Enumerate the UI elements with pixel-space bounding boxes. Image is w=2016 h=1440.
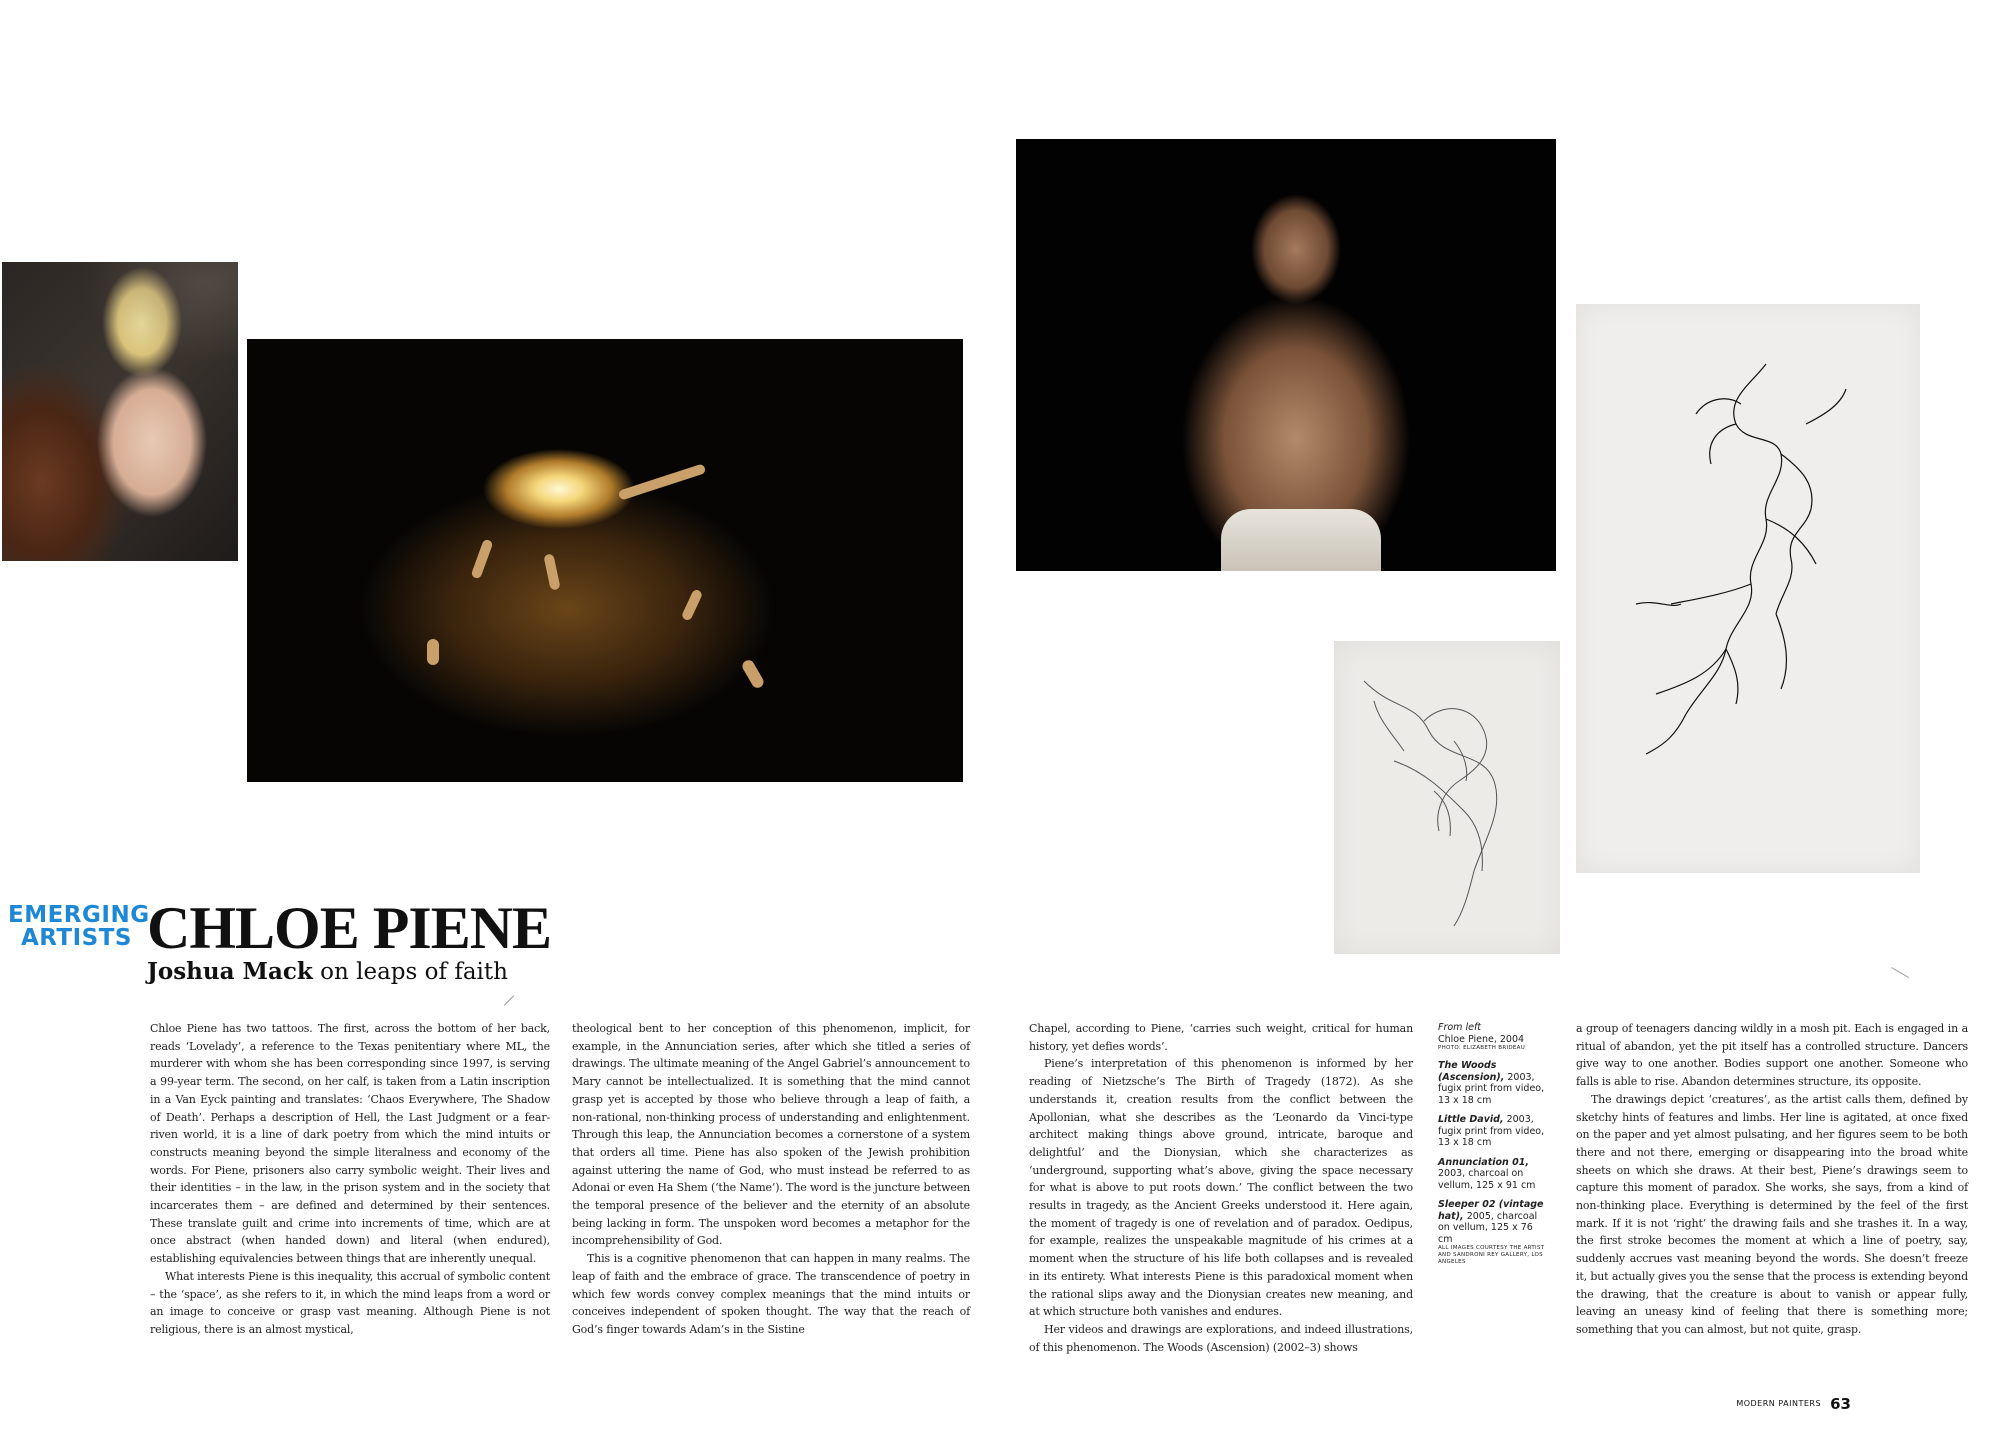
caption-title: Sleeper 02 (vintage hat), (1438, 1199, 1544, 1222)
charcoal-drawing-sleeper (1576, 304, 1920, 873)
text-column-3 (1029, 1020, 1413, 1356)
photo-arm (740, 658, 765, 690)
decorative-tick (1891, 967, 1909, 978)
photo-shirtless-boy (1016, 139, 1556, 571)
caption-lead: From left (1438, 1022, 1482, 1033)
caption-credit: PHOTO: ELIZABETH BRIDEAU (1438, 1045, 1526, 1051)
photo-arm (681, 588, 704, 621)
photo-arm (618, 463, 707, 500)
caption (1438, 1060, 1548, 1106)
paragraph: theological bent to her conception of this phenomenon, implicit, for example, in the Annunciation series, after which she titled a series of drawings. The ultimate meaning of the Angel Gabriel’s announcement to Mary cannot be intellectualized. It is something that the mind cannot grasp yet is accepted by those who believe through a leap of faith, a non-rational, non-thinking process of understanding and enlightenment. Through this leap, the Annunciation becomes a cornerstone of a system that orders all time. Piene has also spoken of the Jewish prohibition against uttering the name of God, who must instead be referred to as Adonai or even Ha Shem (‘the Name’). The word is the juncture between the temporal presence of the believer and the eternity of an absolute being lacking in form. The unspoken word becomes a metaphor for the incomprehensibility of God. (572, 1022, 970, 1248)
article-subhead (147, 957, 508, 987)
photo-arm (543, 553, 560, 590)
charcoal-drawing-annunciation (1334, 641, 1560, 954)
drawing-lines (1576, 304, 1920, 873)
paragraph: What interests Piene is this inequality, this accrual of symbolic content – the ‘space’, as she refers to it, in which the mind leaps from a word or an image to conceive or grasp vast meaning. Although Piene is not religious, there is an almost mystical, (150, 1269, 550, 1336)
decorative-tick (504, 995, 515, 1006)
caption (1438, 1157, 1548, 1192)
caption-credit: ALL IMAGES COURTESY THE ARTIST AND SANDRONI REY GALLERY, LOS ANGELES (1438, 1245, 1545, 1265)
caption-text: 2003, charcoal on vellum, 125 x 91 cm (1438, 1168, 1536, 1191)
caption (1438, 1114, 1548, 1149)
paragraph: Her videos and drawings are explorations, and indeed illustrations, of this phenomenon. The Woods (Ascension) (2002–3) shows (1029, 1322, 1413, 1354)
caption (1438, 1199, 1548, 1266)
photo-cloth (1221, 509, 1381, 571)
paragraph: The drawings depict ‘creatures’, as the artist calls them, defined by sketchy hints of features and limbs. Her line is agitated, at once fixed on the paper and yet almost pulsating, and her figures seem to be both there and not there, emerging or disappearing into the broad white sheets on which she draws. At their best, Piene’s drawings seem to capture this moment of paradox. She works, she says, from a kind of non-thinking place. Everything is determined by the feel of the first mark. If it is not ‘right’ the drawing fails and she trashes it. In a way, the first stroke becomes the moment at which a line of poetry, say, suddenly accrues vast meaning beyond the words. She doesn’t freeze it, but actually gives you the sense that the process is extending beyond the drawing, that the creature is about to vanish or appear fully, leaving an uneasy kind of feeling that there is something more; something that you can almost, but not quite, grasp. (1576, 1092, 1968, 1336)
caption-text: 2005, charcoal on vellum, 125 x 76 cm (1438, 1210, 1538, 1245)
paragraph: Chapel, according to Piene, ‘carries such weight, critical for human history, yet defies words’. (1029, 1022, 1413, 1053)
paragraph: This is a cognitive phenomenon that can happen in many realms. The leap of faith and the embrace of grace. The transcendence of poetry in which few words convey complex meanings that the mind intuits or conceives independent of spoken thought. The way that the reach of God’s finger towards Adam’s in the Sistine (572, 1252, 970, 1336)
caption-title: Little David, (1438, 1114, 1504, 1125)
text-column-1 (150, 1020, 550, 1339)
magazine-name: MODERN PAINTERS (1736, 1399, 1822, 1408)
image-captions (1438, 1022, 1548, 1274)
caption-title: Annunciation 01, (1438, 1156, 1529, 1168)
drawing-lines (1334, 641, 1560, 954)
caption-title: The Woods (Ascension), (1438, 1060, 1505, 1083)
section-label-line: EMERGING (8, 902, 150, 928)
paragraph: Chloe Piene has two tattoos. The first, across the bottom of her back, reads ‘Lovelady’, a reference to the Texas penitentiary where ML, the murderer with whom she has been corresponding since 1997, is serving a 99-year term. The second, on her calf, is taken from a Latin inscription in a Van Eyck painting and translates: ‘Chaos Everywhere, The Shadow of Death’. Perhaps a description of Hell, the Last Judgment or a fear-riven world, it is a line of dark poetry from which the mind intuits or constructs meaning beyond the simple literalness and economy of the words. For Piene, prisoners also carry symbolic weight. Their lives and their identities – in the law, in the prison system and in the society that incarcerates them – are defined and determined by their sentences. These translate guilt and crime into increments of time, which are at once abstract (when handed down) and literal (when endured), establishing equivalencies between things that are inherently unequal. (150, 1022, 550, 1266)
text-column-2 (572, 1020, 970, 1339)
photo-shade (2, 262, 238, 561)
photo-arm (470, 538, 493, 579)
photo-arm (427, 639, 439, 665)
page-folio (1736, 1393, 1851, 1413)
caption (1438, 1022, 1548, 1052)
paragraph: Piene’s interpretation of this phenomenon is informed by her reading of Nietzsche’s The Birth of Tragedy (1872). As she understands it, creation results from the conflict between the Apollonian, what she describes as the ‘Leonardo da Vinci-type architect making things above ground, intricate, baroque and delightful’ and the Dionysian, which she characterizes as ‘underground, supporting what’s above, giving the space necessary for what is above to put roots down.’ The conflict between the two results in tragedy, as the Ancient Greeks understood it. Here again, the moment of tragedy is one of revelation and of paradox. Oedipus, for example, realizes the unspeakable magnitude of his crimes at a moment when the structure of his life both collapses and is revealed in its entirety. What interests Piene is this paradoxical moment when the rational slips away and the Dionysian creates new meaning, and at which structure both vanishes and endures. (1029, 1057, 1413, 1319)
paragraph: a group of teenagers dancing wildly in a mosh pit. Each is engaged in a ritual of abandon, yet the pit itself has a controlled structure. Dancers give way to one another. Bodies support one another. Someone who falls is able to rise. Abandon determines structure, its opposite. (1576, 1022, 1968, 1089)
section-label (8, 902, 150, 951)
subhead-text: on leaps of faith (320, 959, 508, 985)
text-column-4 (1576, 1020, 1968, 1339)
author-name: Joshua Mack (147, 958, 313, 985)
caption-text: Chloe Piene, 2004 (1438, 1033, 1525, 1045)
caption-text: 2003, fugix print from video, 13 x 18 cm (1438, 1071, 1545, 1106)
caption-text: 2003, fugix print from video, 13 x 18 cm (1438, 1114, 1545, 1148)
article-headline: CHLOE PIENE (147, 895, 552, 961)
page-number: 63 (1830, 1394, 1851, 1413)
section-label-line: ARTISTS (20, 925, 132, 951)
photo-crowd-mosh-pit (247, 339, 963, 782)
photo-woman-with-animal (2, 262, 238, 561)
